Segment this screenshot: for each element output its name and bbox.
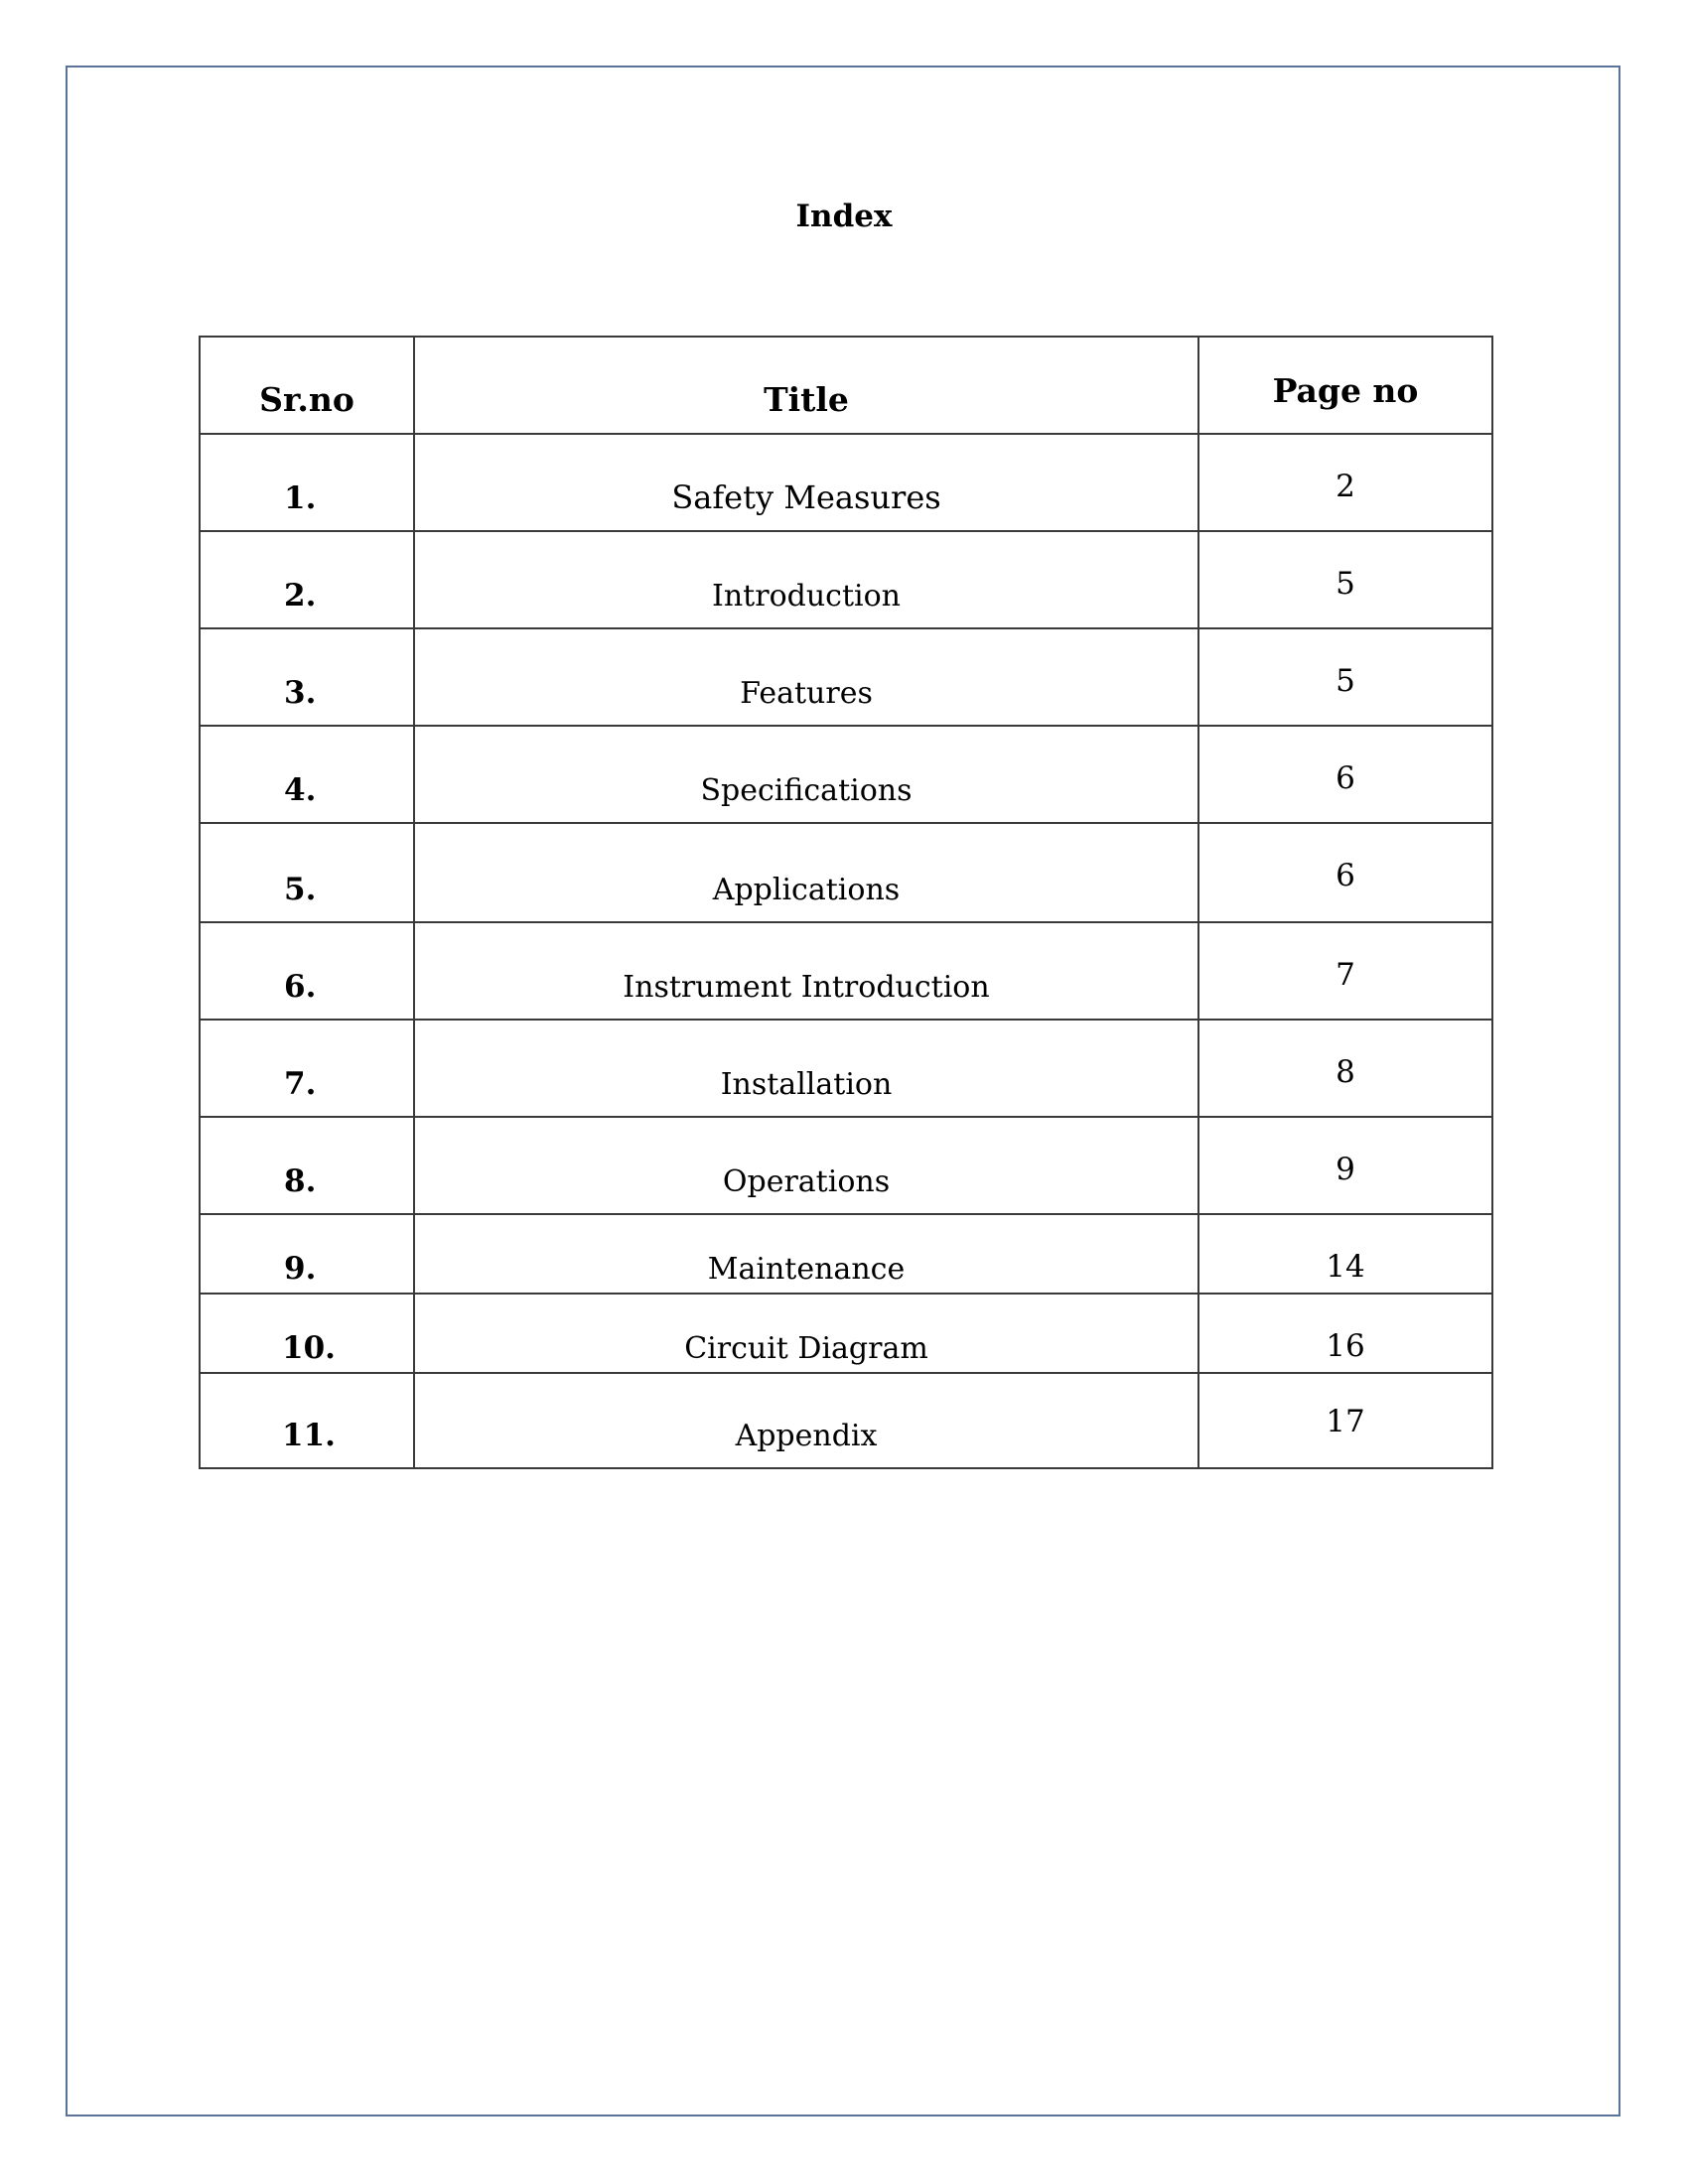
title-cell bbox=[414, 726, 1198, 823]
title-cell bbox=[414, 1294, 1198, 1373]
page-value: 5 bbox=[1336, 663, 1355, 699]
title-value: Applications bbox=[712, 873, 901, 907]
page-value: 17 bbox=[1326, 1404, 1365, 1439]
title-cell bbox=[414, 1214, 1198, 1294]
page-cell bbox=[1198, 726, 1492, 823]
title-cell bbox=[414, 434, 1198, 531]
header-cell-title bbox=[414, 337, 1198, 434]
table-row bbox=[200, 922, 1492, 1020]
title-cell bbox=[414, 823, 1198, 922]
srno-cell bbox=[200, 1214, 414, 1294]
table-row bbox=[200, 1294, 1492, 1373]
title-value: Maintenance bbox=[707, 1252, 906, 1287]
table-header-row bbox=[200, 337, 1492, 434]
title-cell bbox=[414, 531, 1198, 628]
page-cell bbox=[1198, 1020, 1492, 1117]
table-row bbox=[200, 1117, 1492, 1214]
srno-value: 6. bbox=[284, 969, 317, 1005]
page-cell bbox=[1198, 823, 1492, 922]
page-cell bbox=[1198, 1373, 1492, 1468]
table-row bbox=[200, 628, 1492, 726]
srno-value: 7. bbox=[284, 1066, 317, 1102]
page-cell bbox=[1198, 434, 1492, 531]
table-row bbox=[200, 1373, 1492, 1468]
title-value: Operations bbox=[722, 1164, 891, 1199]
page-value: 6 bbox=[1336, 760, 1355, 796]
srno-cell bbox=[200, 823, 414, 922]
header-srno: Sr.no bbox=[259, 380, 354, 419]
page-value: 7 bbox=[1336, 957, 1355, 993]
srno-value: 11. bbox=[282, 1418, 336, 1453]
srno-value: 9. bbox=[284, 1251, 317, 1287]
title-cell bbox=[414, 1373, 1198, 1468]
header-cell-page bbox=[1198, 337, 1492, 434]
srno-cell bbox=[200, 922, 414, 1020]
srno-value: 4. bbox=[284, 772, 317, 808]
page-cell bbox=[1198, 1214, 1492, 1294]
index-table bbox=[199, 336, 1493, 1469]
title-value: Appendix bbox=[735, 1419, 878, 1453]
table-row bbox=[200, 1020, 1492, 1117]
title-value: Instrument Introduction bbox=[623, 970, 990, 1005]
title-value: Safety Measures bbox=[671, 478, 941, 516]
srno-value: 2. bbox=[284, 578, 317, 614]
page-value: 2 bbox=[1336, 469, 1355, 504]
srno-cell bbox=[200, 434, 414, 531]
srno-cell bbox=[200, 726, 414, 823]
title-cell bbox=[414, 1020, 1198, 1117]
srno-cell bbox=[200, 531, 414, 628]
title-value: Introduction bbox=[712, 579, 901, 614]
table-row bbox=[200, 726, 1492, 823]
page-value: 9 bbox=[1336, 1152, 1355, 1187]
srno-cell bbox=[200, 628, 414, 726]
srno-value: 1. bbox=[284, 480, 317, 516]
title-value: Features bbox=[740, 676, 873, 711]
page-value: 14 bbox=[1326, 1249, 1365, 1285]
header-cell-srno bbox=[200, 337, 414, 434]
page-cell bbox=[1198, 1117, 1492, 1214]
page-value: 5 bbox=[1336, 566, 1355, 602]
table-row bbox=[200, 434, 1492, 531]
page-cell bbox=[1198, 1294, 1492, 1373]
srno-cell bbox=[200, 1020, 414, 1117]
page-cell bbox=[1198, 628, 1492, 726]
table-row bbox=[200, 823, 1492, 922]
page-title: Index bbox=[795, 199, 893, 234]
table-row bbox=[200, 1214, 1492, 1294]
title-value: Circuit Diagram bbox=[684, 1331, 928, 1366]
srno-value: 3. bbox=[284, 675, 317, 711]
title-cell bbox=[414, 1117, 1198, 1214]
title-value: Installation bbox=[720, 1067, 893, 1102]
page-value: 8 bbox=[1336, 1054, 1355, 1090]
page-cell bbox=[1198, 922, 1492, 1020]
title-cell bbox=[414, 922, 1198, 1020]
table-row bbox=[200, 531, 1492, 628]
srno-cell bbox=[200, 1294, 414, 1373]
page-cell bbox=[1198, 531, 1492, 628]
page-value: 16 bbox=[1326, 1328, 1365, 1364]
srno-value: 8. bbox=[284, 1163, 317, 1199]
title-value: Specifications bbox=[700, 773, 913, 808]
page-value: 6 bbox=[1336, 858, 1355, 893]
srno-cell bbox=[200, 1117, 414, 1214]
title-cell bbox=[414, 628, 1198, 726]
srno-cell bbox=[200, 1373, 414, 1468]
srno-value: 5. bbox=[284, 872, 317, 907]
srno-value: 10. bbox=[282, 1330, 336, 1366]
header-title: Title bbox=[764, 380, 849, 419]
header-page: Page no bbox=[1272, 371, 1419, 410]
